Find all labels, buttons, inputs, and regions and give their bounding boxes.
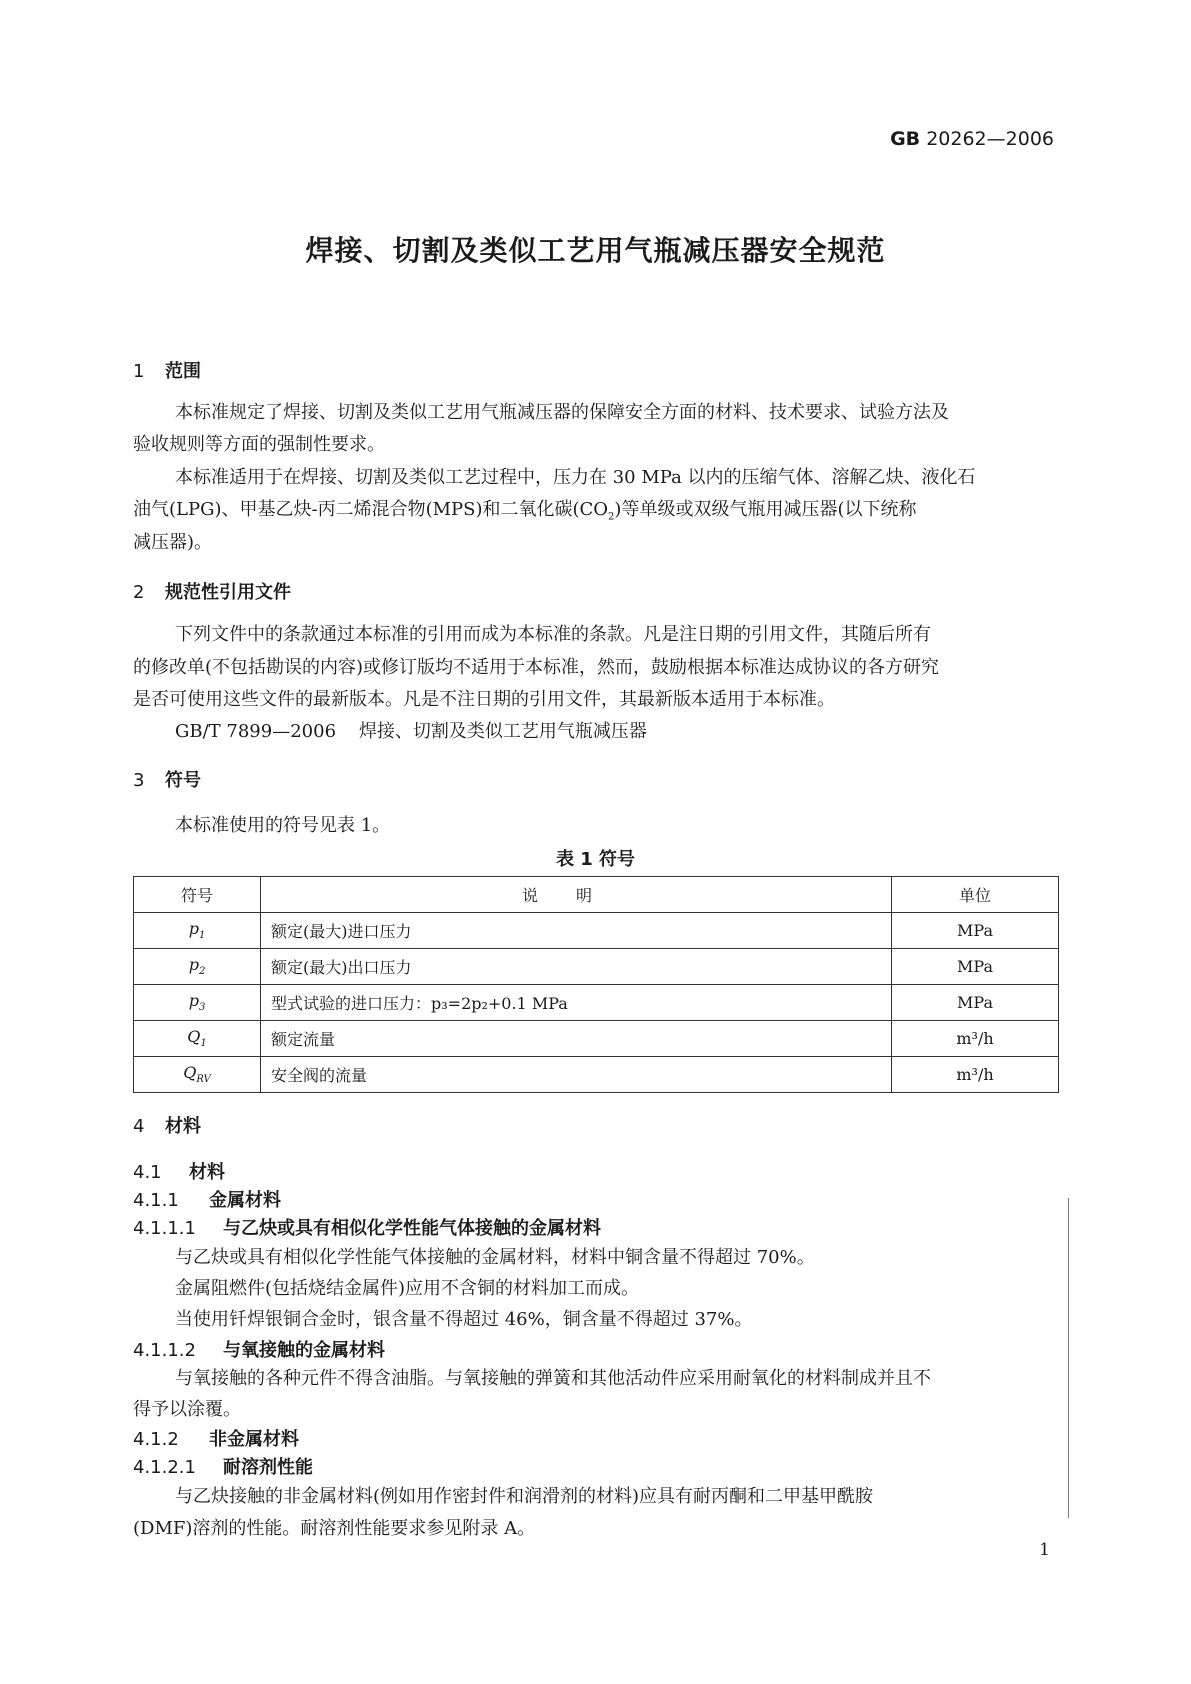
paragraph-line: 与乙炔接触的非金属材料(例如用作密封件和润滑剂的材料)应具有耐丙酮和二甲基甲酰胺 <box>175 1486 874 1507</box>
column-header: 单位 <box>892 877 1059 913</box>
page-number: 1 <box>1039 1540 1050 1560</box>
document-title: 焊接、切割及类似工艺用气瓶减压器安全规范 <box>305 234 886 267</box>
description-cell: 额定(最大)进口压力 <box>261 913 892 949</box>
subsection-4-1-2-heading <box>133 1425 299 1451</box>
table-row <box>134 1057 1059 1093</box>
standard-prefix: GB <box>890 128 921 150</box>
symbol: Q <box>183 1063 197 1083</box>
section-number: 4.1.1.1 <box>133 1218 196 1239</box>
symbol: p <box>188 955 199 975</box>
table-row <box>134 1021 1059 1057</box>
text-fragment: 油气(LPG)、甲基乙炔-丙二烯混合物(MPS)和二氧化碳(CO <box>133 499 609 520</box>
standard-code: 20262—2006 <box>926 128 1054 150</box>
symbol-subscript: RV <box>196 1074 211 1086</box>
paragraph-line: 本标准规定了焊接、切割及类似工艺用气瓶减压器的保障安全方面的材料、技术要求、试验方法及 <box>175 402 949 423</box>
table-row <box>134 949 1059 985</box>
description-cell: 额定流量 <box>261 1021 892 1057</box>
section-title: 范围 <box>165 361 201 382</box>
section-title: 材料 <box>189 1162 225 1183</box>
table-row <box>134 913 1059 949</box>
unit-cell: MPa <box>892 913 1059 949</box>
table-row <box>134 985 1059 1021</box>
unit-cell: m³/h <box>892 1057 1059 1093</box>
symbol-cell <box>134 913 261 949</box>
reference-code: GB/T 7899—2006 <box>175 721 337 742</box>
column-header: 说明 <box>261 877 892 913</box>
section-title: 非金属材料 <box>209 1429 299 1450</box>
symbol-subscript: 3 <box>198 1002 206 1014</box>
section-2-heading <box>133 578 291 604</box>
paragraph-line: 得予以涂覆。 <box>133 1399 241 1420</box>
paragraph-line: 验收规则等方面的强制性要求。 <box>133 434 385 455</box>
description-cell: 型式试验的进口压力：p₃=2p₂+0.1 MPa <box>261 985 892 1021</box>
paragraph-line: 本标准适用于在焊接、切割及类似工艺过程中，压力在 30 MPa 以内的压缩气体、溶解乙炔、液化石 <box>175 467 976 488</box>
section-number: 2 <box>133 582 145 603</box>
section-number: 3 <box>133 770 145 791</box>
subsection-4-1-2-1-heading <box>133 1453 313 1479</box>
section-number: 4.1 <box>133 1162 162 1183</box>
text-fragment: )等单级或双级气瓶用减压器(以下统称 <box>614 499 917 520</box>
symbol: p <box>188 919 199 939</box>
section-number: 1 <box>133 361 145 382</box>
section-title: 与氧接触的金属材料 <box>223 1340 385 1361</box>
symbol: p <box>188 991 199 1011</box>
unit-cell: MPa <box>892 985 1059 1021</box>
section-title: 符号 <box>165 770 201 791</box>
symbol-subscript: 1 <box>198 930 206 942</box>
paragraph-line: 与乙炔或具有相似化学性能气体接触的金属材料，材料中铜含量不得超过 70%。 <box>175 1247 815 1268</box>
section-title: 耐溶剂性能 <box>223 1457 313 1478</box>
section-number: 4.1.2.1 <box>133 1457 196 1478</box>
standard-number <box>890 128 1054 150</box>
margin-revision-bar <box>1068 1198 1069 1518</box>
paragraph-line: 的修改单(不包括勘误的内容)或修订版均不适用于本标准，然而，鼓励根据本标准达成协议的各方研究 <box>133 657 940 678</box>
subsection-4-1-1-heading <box>133 1186 281 1212</box>
column-header: 符号 <box>134 877 261 913</box>
reference-title: 焊接、切割及类似工艺用气瓶减压器 <box>358 721 647 742</box>
symbol-subscript: 2 <box>198 966 206 978</box>
symbol: Q <box>187 1027 201 1047</box>
section-3-heading <box>133 766 201 792</box>
section-number: 4 <box>133 1116 145 1137</box>
paragraph-line: 下列文件中的条款通过本标准的引用而成为本标准的条款。凡是注日期的引用文件，其随后所有 <box>175 624 931 645</box>
section-number: 4.1.2 <box>133 1429 179 1450</box>
symbol-subscript: 1 <box>200 1038 207 1050</box>
paragraph-line: 与氧接触的各种元件不得含油脂。与氧接触的弹簧和其他活动件应采用耐氧化的材料制成并且不 <box>175 1368 931 1389</box>
section-number: 4.1.1.2 <box>133 1340 196 1361</box>
subsection-4-1-1-2-heading <box>133 1336 385 1362</box>
symbol-cell <box>134 949 261 985</box>
subsection-4-1-1-1-heading <box>133 1214 601 1240</box>
paragraph-line: 金属阻燃件(包括烧结金属件)应用不含铜的材料加工而成。 <box>175 1278 640 1299</box>
symbol-cell <box>134 1021 261 1057</box>
unit-cell: m³/h <box>892 1021 1059 1057</box>
reference-item <box>175 717 647 743</box>
paragraph-line: 是否可使用这些文件的最新版本。凡是不注日期的引用文件，其最新版本适用于本标准。 <box>133 689 835 710</box>
table-caption: 表 1 符号 <box>555 849 636 870</box>
section-title: 材料 <box>165 1116 201 1137</box>
description-cell: 额定(最大)出口压力 <box>261 949 892 985</box>
table-header-row <box>134 877 1059 913</box>
subsection-4-1-heading <box>133 1158 225 1184</box>
section-number: 4.1.1 <box>133 1190 179 1211</box>
section-title: 与乙炔或具有相似化学性能气体接触的金属材料 <box>223 1218 601 1239</box>
unit-cell: MPa <box>892 949 1059 985</box>
subscript: 2 <box>608 511 615 523</box>
section-4-heading <box>133 1112 201 1138</box>
paragraph-line: 减压器)。 <box>133 532 213 553</box>
symbol-cell <box>134 985 261 1021</box>
section-1-heading <box>133 357 201 383</box>
section-title: 规范性引用文件 <box>165 582 291 603</box>
description-cell: 安全阀的流量 <box>261 1057 892 1093</box>
paragraph-line: 当使用钎焊银铜合金时，银含量不得超过 46%，铜含量不得超过 37%。 <box>175 1309 753 1330</box>
paragraph-line: (DMF)溶剂的性能。耐溶剂性能要求参见附录 A。 <box>133 1518 536 1539</box>
symbol-cell <box>134 1057 261 1093</box>
symbols-table <box>133 876 1059 1093</box>
section-title: 金属材料 <box>209 1190 281 1211</box>
paragraph-line: 本标准使用的符号见表 1。 <box>175 815 391 836</box>
paragraph-line <box>133 495 916 523</box>
